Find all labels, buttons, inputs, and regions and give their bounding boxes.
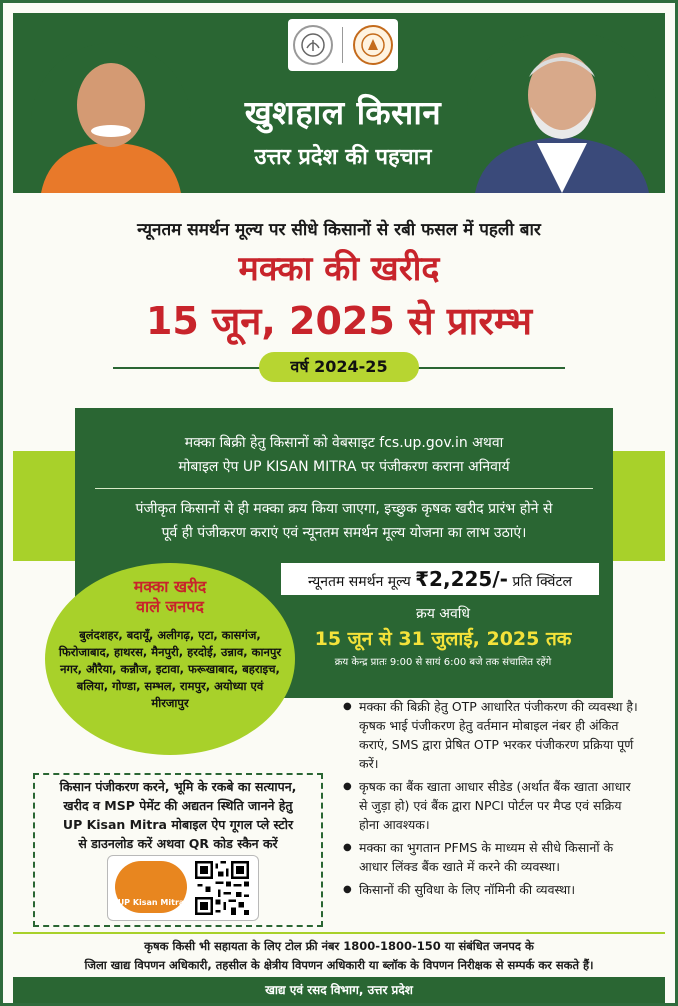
header-banner [13,13,665,193]
info-line-3: पंजीकृत किसानों से ही मक्का क्रय किया जाएगा, इच्छुक कृषक खरीद प्रारंभ होने से [135,501,553,517]
msp-box [281,563,599,595]
msp-label: न्यूनतम समर्थन मूल्य [307,574,411,590]
registration-line-4: से डाउनलोड करें अथवा QR कोड स्कैन करें [78,836,278,851]
helpline-note [19,937,659,975]
intro-text: न्यूनतम समर्थन मूल्य पर सीधे किसानों से रबी फसल में पहली बार [137,220,541,240]
msp-unit: प्रति क्विंटल [512,574,573,590]
info-line-2: मोबाइल ऐप UP KISAN MITRA पर पंजीकरण कराना अनिवार्य [178,459,510,475]
registered-farmers-note [85,497,603,545]
helpline-line-1: कृषक किसी भी सहायता के लिए टोल फ्री नंबर 1800-1800-150 या संबंधित जनपद के [144,939,534,953]
year-bar [113,358,565,378]
list-item: ● कृषक का बैंक खाता आधार सीडेड (अर्थात बैंक खाता आधार से जुड़ा हो) एवं बैंक द्वारा NPCI पोर्टल पर मैप्ड एवं सक्रिय होना आवश्यक। [343,777,643,834]
benefits-list [343,697,643,903]
purchase-center-hours: क्रय केन्द्र प्रातः 9:00 से सायं 6:00 बजे तक संचालित रहेंगे [334,657,552,668]
info-line-1: मक्का बिक्री हेतु किसानों को वेबसाइट fcs.up.gov.in अथवा [184,435,504,451]
announcement-title: मक्का की खरीद [238,249,440,289]
logo-strip [288,19,398,71]
subheadline: उत्तर प्रदेश की पहचान [254,145,432,170]
start-date-title: 15 जून, 2025 से प्रारम्भ [145,299,533,343]
logo-divider [342,27,343,63]
footer-divider [13,932,665,934]
registration-line-3: UP Kisan Mitra मोबाइल ऐप गूगल प्ले स्टोर [62,817,294,832]
info-divider [95,488,593,489]
helpline-line-2: जिला खाद्य विपणन अधिकारी, तहसील के क्षेत्रीय विपणन अधिकारी या ब्लॉक के विपणन निरीक्षक से सम्पर्क कर सकते हैं। [84,958,594,972]
districts-title-line-1: मक्का खरीद [133,577,207,596]
department-footer: खाद्य एवं रसद विभाग, उत्तर प्रदेश [13,977,665,1003]
registration-requirement [75,431,613,479]
purchase-period-label: क्रय अवधि [415,606,471,622]
list-item: ● मक्का की बिक्री हेतु OTP आधारित पंजीकरण की व्यवस्था है। कृषक भाई पंजीकरण हेतु वर्तमान मोबाइल नंबर ही अंकित कराएं, SMS द्वारा प्रेषित OTP भरकर पंजीकरण प्रक्रिया पूर्ण करें। [343,697,643,773]
headline: खुशहाल किसान [244,93,442,132]
districts-title [45,577,295,617]
msp-value: ₹2,225/- [415,567,508,591]
state-emblem-icon [293,25,333,65]
purchase-period-dates: 15 जून से 31 जुलाई, 2025 तक [314,628,572,650]
year-badge: वर्ष 2024-25 [259,352,419,382]
app-name: UP Kisan Mitra [117,898,185,907]
districts-title-line-2: वाले जनपद [136,597,204,616]
districts-list: बुलंदशहर, बदायूँ, अलीगढ़, एटा, कासगंज, फिरोजाबाद, हाथरस, मैनपुरी, हरदोई, उन्नाव, कानपुर नगर, औरैया, कन्नौज, इटावा, फरूखाबाद, बहराइच, बलिया, गोण्डा, सम्भल, रामपुर, अयोध्या एवं मीरजापुर [58,628,282,710]
kisan-mitra-app-icon[interactable] [115,861,187,913]
list-item: ● किसानों की सुविधा के लिए नॉमिनी की व्यवस्था। [343,880,643,899]
department-emblem-icon [353,25,393,65]
chief-minister-photo [31,43,191,193]
registration-line-2: खरीद व MSP पेमेंट की अद्यतन स्थिति जानने हेतु [63,798,293,813]
registration-line-1: किसान पंजीकरण करने, भूमि के रकबे का सत्यापन, [59,779,297,794]
info-line-4: पूर्व ही पंजीकरण कराएं एवं न्यूनतम समर्थन मूल्य योजना का लाभ उठाएं। [161,525,527,541]
list-item: ● मक्का का भुगतान PFMS के माध्यम से सीधे किसानों के आधार लिंक्ड बैंक खाते में करने की व्यवस्था। [343,838,643,876]
registration-text [39,777,317,853]
qr-code-icon[interactable] [195,861,249,915]
